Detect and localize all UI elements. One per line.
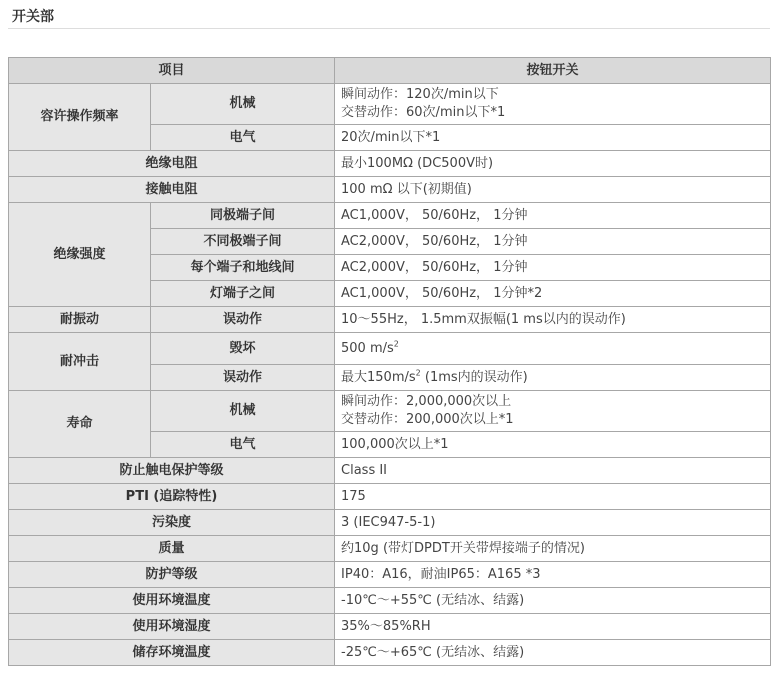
value-cell: AC1,000V， 50/60Hz， 1分钟 [335, 203, 771, 229]
value-line: 交替动作：200,000次以上*1 [341, 412, 514, 427]
value-cell: Class II [335, 458, 771, 484]
row-label: PTI (追踪特性) [9, 484, 335, 510]
row-label: 防止触电保护等级 [9, 458, 335, 484]
value-text: (1ms内的误动作) [420, 369, 528, 385]
value-cell: AC2,000V， 50/60Hz， 1分钟 [335, 255, 771, 281]
value-cell: -25℃～+65℃ (无结冰、结露) [335, 640, 771, 666]
table-row [9, 151, 771, 177]
row-label-dielectric: 绝缘强度 [9, 203, 151, 307]
sub-label: 误动作 [151, 365, 335, 391]
value-line: 瞬间动作：2,000,000次以上 [341, 394, 512, 409]
row-label: 使用环境温度 [9, 588, 335, 614]
value-cell: 100,000次以上*1 [335, 432, 771, 458]
sub-label-mech: 机械 [151, 84, 335, 125]
table-row [9, 333, 771, 365]
table-row [9, 640, 771, 666]
spec-table [8, 57, 771, 666]
row-label: 耐振动 [9, 307, 151, 333]
value-cell: -10℃～+55℃ (无结冰、结露) [335, 588, 771, 614]
value-text: 最大150m/s [341, 369, 416, 385]
sub-label: 毁坏 [151, 333, 335, 365]
table-header-row [9, 58, 771, 84]
table-row [9, 307, 771, 333]
value-text: 500 m/s [341, 340, 394, 356]
sub-label: 电气 [151, 432, 335, 458]
sub-label: 误动作 [151, 307, 335, 333]
header-item: 项目 [9, 58, 335, 84]
table-row [9, 84, 771, 125]
sub-label: 同极端子间 [151, 203, 335, 229]
superscript: 2 [415, 368, 421, 378]
value-cell: 3 (IEC947-5-1) [335, 510, 771, 536]
table-row [9, 562, 771, 588]
table-row [9, 510, 771, 536]
value-cell: AC1,000V， 50/60Hz， 1分钟*2 [335, 281, 771, 307]
table-row [9, 391, 771, 432]
row-label: 接触电阻 [9, 177, 335, 203]
sub-label: 不同极端子间 [151, 229, 335, 255]
table-row [9, 203, 771, 229]
sub-label: 灯端子之间 [151, 281, 335, 307]
row-label-freq: 容许操作频率 [9, 84, 151, 151]
table-row [9, 588, 771, 614]
value-cell [335, 365, 771, 391]
row-label: 绝缘电阻 [9, 151, 335, 177]
header-value: 按钮开关 [335, 58, 771, 84]
value-cell [335, 333, 771, 365]
table-row [9, 458, 771, 484]
row-label: 储存环境温度 [9, 640, 335, 666]
value-cell: 175 [335, 484, 771, 510]
value-cell: 35%～85%RH [335, 614, 771, 640]
value-cell: 10～55Hz， 1.5mm双振幅(1 ms以内的误动作) [335, 307, 771, 333]
row-label: 使用环境湿度 [9, 614, 335, 640]
table-row [9, 536, 771, 562]
superscript: 2 [393, 339, 399, 349]
value-cell: 最小100MΩ (DC500V时) [335, 151, 771, 177]
value-cell: 20次/min以下*1 [335, 125, 771, 151]
row-label: 防护等级 [9, 562, 335, 588]
value-line: 交替动作：60次/min以下*1 [341, 105, 506, 120]
row-label: 污染度 [9, 510, 335, 536]
table-row [9, 484, 771, 510]
sub-label: 机械 [151, 391, 335, 432]
row-label: 质量 [9, 536, 335, 562]
value-cell: 约10g (带灯DPDT开关带焊接端子的情况) [335, 536, 771, 562]
value-cell: IP40：A16，耐油IP65：A165 *3 [335, 562, 771, 588]
value-cell: 100 mΩ 以下(初期值) [335, 177, 771, 203]
row-label: 寿命 [9, 391, 151, 458]
sub-label-elec: 电气 [151, 125, 335, 151]
sub-label: 每个端子和地线间 [151, 255, 335, 281]
section-title: 开关部 [12, 9, 54, 25]
title-divider [8, 28, 770, 29]
value-cell [335, 391, 771, 432]
value-cell: AC2,000V， 50/60Hz， 1分钟 [335, 229, 771, 255]
row-label: 耐冲击 [9, 333, 151, 391]
table-row [9, 614, 771, 640]
table-row [9, 177, 771, 203]
value-line: 瞬间动作：120次/min以下 [341, 87, 499, 102]
value-cell [335, 84, 771, 125]
